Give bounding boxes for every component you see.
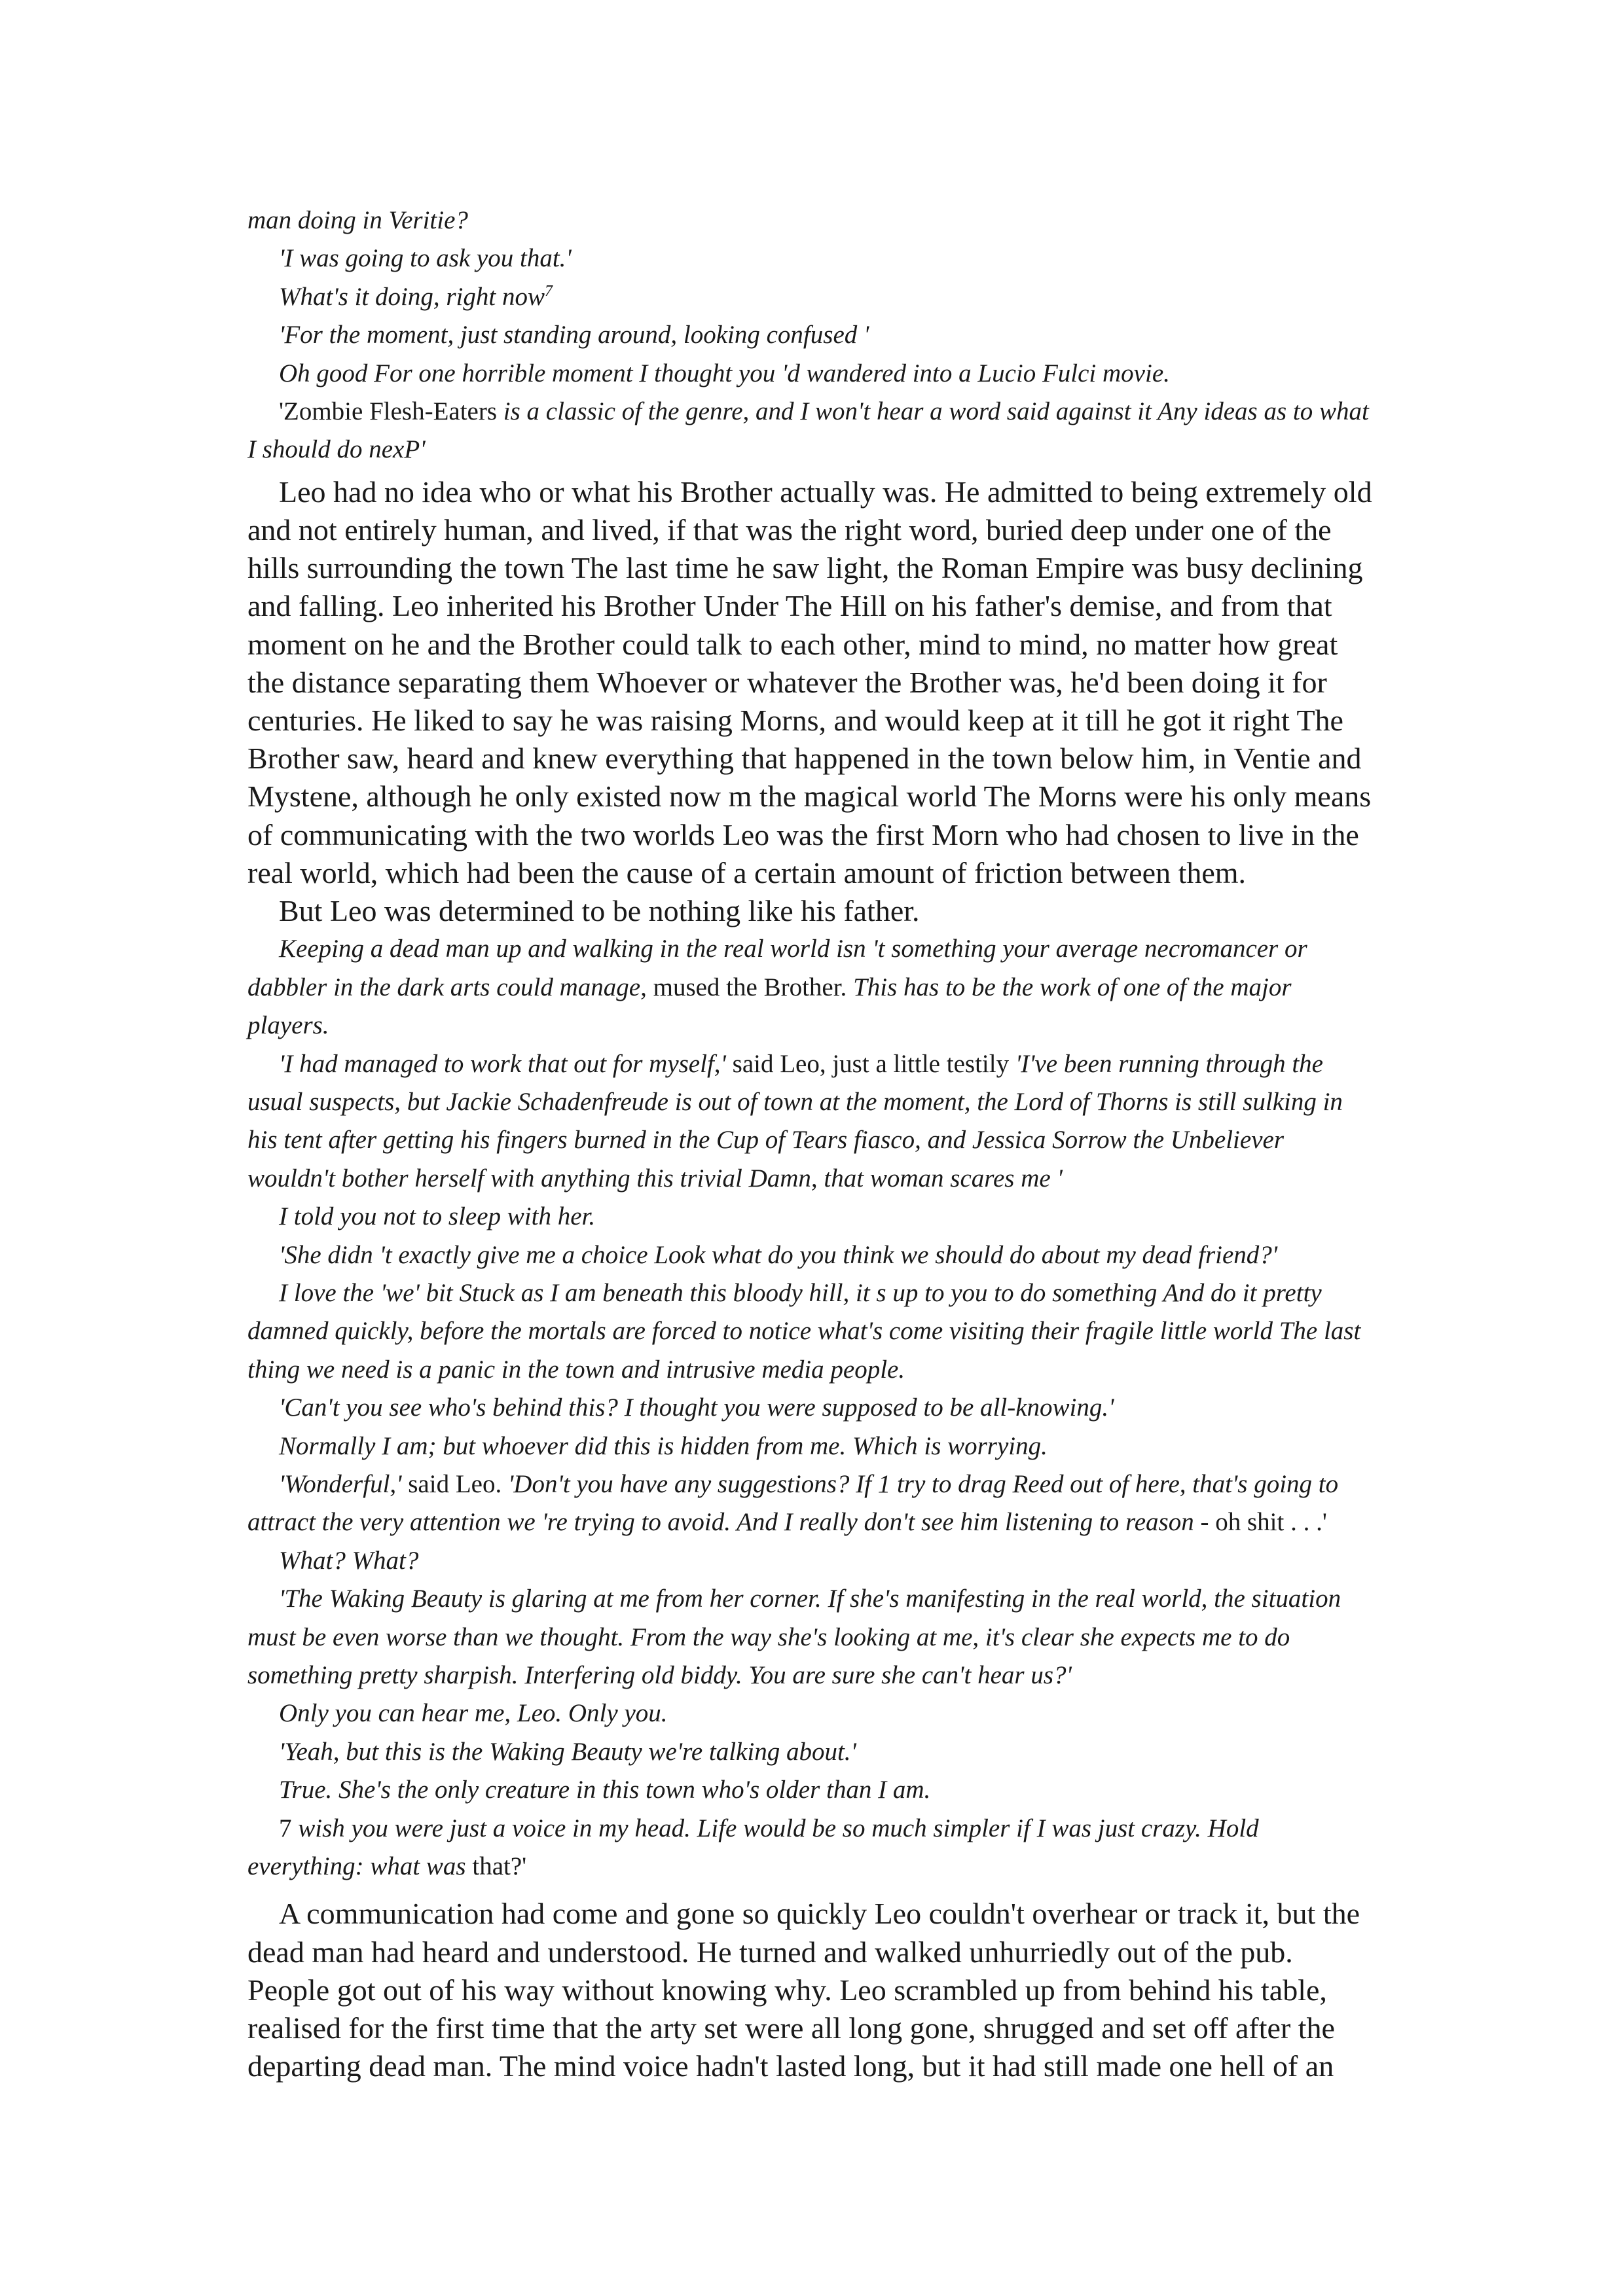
paragraph [247,1465,1377,1542]
superscript-mark: 7 [544,282,553,300]
text-run: Normally I am; but whoever did this is hidden from me. Which is worrying. [279,1431,1048,1460]
text-run: I love the 'we' bit Stuck as I am beneath this bloody hill, it s up to you to do something And do it pretty damned quickly, before the mortals are forced to notice what's come visiting their fragile little world The last thing we need is a panic in the town and intrusive media people. [247,1278,1361,1384]
text-run: This has to be the work of one of the major players. [247,973,1292,1040]
text-run-roman: 7 [279,1814,292,1842]
text-column [247,202,1377,2085]
text-run: man doing in Veritie? [247,206,468,234]
paragraph [247,1274,1377,1389]
paragraph [247,316,1377,354]
text-run: is a classic of the genre, and I won't hear a word said against it Any ideas as to what I should do nexP' [247,397,1369,464]
text-run: Oh good For one horrible moment I thought you 'd wandered into a Lucio Fulci movie. [279,359,1170,387]
paragraph [247,473,1377,892]
text-run: 'Can't you see who's behind this? I thought you were supposed to be all-knowing.' [279,1393,1114,1422]
paragraph [247,1771,1377,1809]
text-run: 'Yeah, but this is the Waking Beauty we're talking about.' [279,1737,856,1766]
paragraph [247,1733,1377,1771]
paragraph [247,393,1377,469]
text-run: wish you were just a voice in my head. Life would be so much simpler if I was just crazy. Hold everything: what was [247,1814,1259,1881]
text-run-roman: that?' [465,1852,527,1881]
text-run-roman: A communication had come and gone so quickly Leo couldn't overhear or track it, but the dead man had heard and understood. He turned and walked unhurriedly out of the pub. People got out of his way without knowing why. Leo scrambled up from behind his table, realised for the first time that the arty set were all long gone, shrugged and set off after the departing dead man. The mind voice hadn't lasted long, but it had still made one hell of an [247,1897,1360,2083]
text-run-roman: said Leo, just a little testily [725,1049,1015,1078]
text-run: I told you not to sleep with her. [279,1202,596,1231]
paragraph [247,240,1377,278]
paragraph [247,1695,1377,1732]
text-run: 'The Waking Beauty is glaring at me from her corner. If she's manifesting in the real world, the situation must be even worse than we thought. From the way she's looking at me, it's clear she expects me to do something pretty sharpish. Interfering old biddy. You are sure she can't hear us?' [247,1585,1341,1689]
paragraph [247,278,1377,316]
paragraph [247,1895,1377,2085]
text-run: 'She didn 't exactly give me a choice Look what do you think we should do about my dead friend?' [279,1240,1278,1269]
paragraph [247,1045,1377,1198]
text-run: Keeping a dead man up and walking in the real world isn 't something your average necromancer or dabbler in the dark arts could manage, [247,935,1307,1001]
paragraph [247,1810,1377,1886]
text-run-roman: 'Zombie Flesh-Eaters [279,397,498,426]
text-run: 'I've been running through the usual suspects, but Jackie Schadenfreude is out of town at the moment, the Lord of Thorns is still sulking in his tent after getting his fingers burned in the Cup of Tears fiasco, and Jessica Sorrow the Unbeliever wouldn't bother herself with anything this trivial Damn, that woman scares me ' [247,1049,1343,1193]
paragraph [247,892,1377,930]
text-run: Only you can hear me, Leo. Only you. [279,1699,668,1728]
text-run-roman: said Leo. [401,1469,508,1498]
text-run: 'I had managed to work that out for myself,' [279,1049,726,1078]
text-run: 'Wonderful,' [279,1469,402,1498]
text-run-roman: mused the Brother. [646,973,854,1001]
paragraph [247,1389,1377,1427]
text-run: What? What? [279,1546,419,1575]
paragraph [247,1542,1377,1580]
text-run: What's it doing, right now [279,282,545,311]
text-run-roman: But Leo was determined to be nothing like his father. [279,894,920,928]
text-run-roman: Leo had no idea who or what his Brother actually was. He admitted to being extremely old and not entirely human, and lived, if that was the right word, buried deep under one of the hills surrounding the town The last time he saw light, the Roman Empire was busy declining and falling. Leo inherited his Brother Under The Hill on his father's demise, and from that moment on he and the Brother could talk to each other, mind to mind, no matter how great the distance separating them Whoever or whatever the Brother was, he'd been doing it for centuries. He liked to say he was raising Morns, and would keep at it till he got it right The Brother saw, heard and knew everything that happened in the town below him, in Ventie and Mystene, although he only existed now m the magical world The Morns were his only means of communicating with the two worlds Leo was the first Morn who had chosen to live in the real world, which had been the cause of a certain amount of friction between them. [247,475,1372,889]
paragraph [247,930,1377,1045]
paragraph [247,1236,1377,1274]
paragraph [247,202,1377,240]
text-run: 'For the moment, just standing around, looking confused ' [279,321,869,350]
paragraph [247,1198,1377,1236]
paragraph [247,355,1377,393]
text-run: 'Don't you have any suggestions? If 1 try to drag Reed out of here, that's going to attract the very attention we 're trying to avoid. And I really don't see him listening to reason [247,1469,1339,1537]
text-run-roman: - oh shit . . .' [1194,1508,1327,1537]
paragraph [247,1427,1377,1465]
paragraph [247,1580,1377,1695]
text-run: True. She's the only creature in this town who's older than I am. [279,1776,931,1804]
text-run: 'I was going to ask you that.' [279,244,572,273]
